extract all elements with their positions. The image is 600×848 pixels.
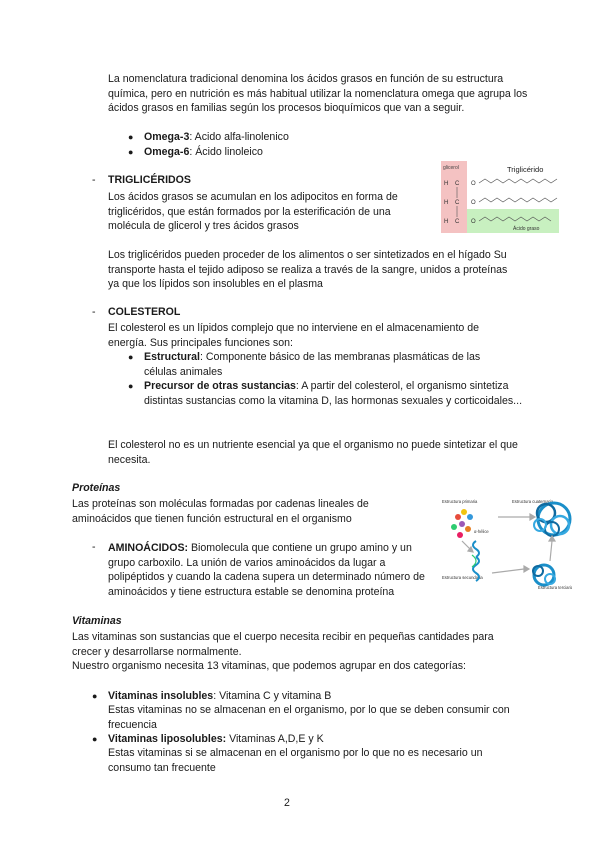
colesterol-item2-term: Precursor de otras sustancias — [144, 380, 296, 392]
vitaminas-paragraph-2: Nuestro organismo necesita 13 vitaminas, que podemos agrupar en dos categorías: — [72, 660, 466, 672]
vitaminas-paragraph-1: Las vitaminas son sustancias que el cuerpo necesita recibir en pequeñas cantidades para crecer y desarrollarse normalmente. — [72, 631, 494, 658]
bullet: ● — [128, 147, 134, 157]
colesterol-item2-text: : A partir del colesterol, el organismo sintetiza distintas sustancias como la vitamina D, las hormonas sexuales y corticoidales... — [144, 380, 523, 407]
vitaminas-item1-text: : Vitamina C y vitamina B — [213, 690, 332, 702]
bullet: ● — [92, 734, 98, 744]
omega3-item — [144, 130, 289, 145]
bullet: ● — [128, 132, 134, 142]
colesterol-item1-text: : Componente básico de las membranas plasmáticas de las células animales — [144, 351, 481, 378]
trigliceridos-paragraph-2: Los triglicéridos pueden proceder de los alimentos o ser sintetizados en el hígado Su transporte hasta el tejido adiposo se realiza a través de la sangre, unidos a proteínas ya que los lípidos son insolubles en el plasma — [108, 249, 508, 290]
amino-acid-chain — [451, 509, 473, 538]
vitaminas-item-insolubles — [108, 689, 528, 704]
glycerol-label: glicerol — [443, 165, 459, 171]
bullet: ● — [92, 691, 98, 701]
protein-structure-figure — [440, 497, 572, 599]
atom-o: O — [471, 181, 476, 187]
tertiary-structure — [533, 565, 555, 585]
label-secundaria: Estructura secundaria — [442, 575, 483, 580]
atom-h: H — [444, 219, 449, 225]
vitaminas-item2-term: Vitaminas liposolubles: — [108, 733, 227, 745]
atom-c: C — [455, 219, 460, 225]
vitaminas-item1-desc: Estas vitaminas no se almacenan en el organismo, por lo que se deben consumir con frecuencia — [108, 704, 510, 731]
omega6-text: : Ácido linoleico — [189, 146, 263, 158]
triglyceride-figure — [441, 161, 559, 233]
omega6-term: Omega-6 — [144, 146, 190, 158]
atom-c: C — [455, 200, 460, 206]
label-terciaria: Estructura terciaria — [538, 585, 572, 590]
colesterol-item-estructural — [144, 350, 514, 379]
label-cuaternaria: Estructura cuaternaria — [512, 499, 554, 504]
aminoacidos-term: AMINOÁCIDOS: — [108, 542, 189, 554]
intro-paragraph: La nomenclatura tradicional denomina los ácidos grasos en función de su estructura química, pero en nutrición es más habitual utilizar la nomenclatura omega que agrupa los ácidos grasos en familias según los procesos bioquímicos que van a seguir. — [108, 73, 528, 114]
bullet: ● — [128, 352, 134, 362]
atom-h: H — [444, 200, 449, 206]
list-dash: - — [92, 306, 96, 318]
omega3-text: : Acido alfa-linolenico — [189, 131, 289, 143]
vitaminas-item2-text: Vitaminas A,D,E y K — [226, 733, 324, 745]
colesterol-item1-term: Estructural — [144, 351, 200, 363]
vitaminas-heading: Vitaminas — [72, 615, 122, 627]
colesterol-item-precursor — [144, 379, 524, 408]
aminoacidos-text: Biomolecula que contiene un grupo amino y un grupo carboxilo. La unión de varios aminoácidos da lugar a polipéptidos y cuando la cadena supera un determinado número de aminoácidos y tiene estructura estable se denomina proteína — [108, 542, 425, 598]
label-alfa: α-hélice — [474, 529, 489, 534]
fatty-acid-chain — [479, 198, 557, 202]
colesterol-paragraph: El colesterol es un lípidos complejo que no interviene en el almacenamiento de energía. Sus principales funciones son: — [108, 322, 480, 349]
colesterol-closing: El colesterol no es un nutriente esencial ya que el organismo no puede sintetizar el que necesita. — [108, 439, 518, 466]
atom-c: C — [455, 181, 460, 187]
triglyceride-title: Triglicérido — [507, 165, 544, 174]
bullet: ● — [128, 381, 134, 391]
omega6-item — [144, 145, 263, 160]
colesterol-heading: COLESTEROL — [108, 306, 181, 318]
triglyceride-diagram — [441, 161, 559, 233]
aminoacidos-item — [108, 541, 430, 599]
omega3-term: Omega-3 — [144, 131, 190, 143]
vitaminas-item-liposolubles — [108, 732, 528, 747]
proteinas-heading: Proteínas — [72, 482, 121, 494]
atom-o: O — [471, 219, 476, 225]
protein-structure-diagram — [440, 497, 572, 599]
page-number: 2 — [284, 797, 290, 809]
vitaminas-item2-desc: Estas vitaminas si se almacenan en el organismo por lo que no es necesario un consumo tan frecuente — [108, 747, 483, 774]
fatty-acid-chain — [479, 179, 557, 183]
label-primaria: Estructura primaria — [442, 499, 478, 504]
atom-h: H — [444, 181, 449, 187]
atom-o: O — [471, 200, 476, 206]
proteinas-paragraph: Las proteínas son moléculas formadas por cadenas lineales de aminoácidos que tienen función estructural en el organismo — [72, 498, 369, 525]
list-dash: - — [92, 174, 96, 186]
list-dash: - — [92, 541, 96, 553]
trigliceridos-paragraph-1: Los ácidos grasos se acumulan en los adipocitos en forma de triglicéridos, que están formados por la esterificación de una molécula de glicerol y tres ácidos grasos — [108, 191, 398, 232]
fatty-acid-label: Ácido graso — [513, 226, 540, 232]
vitaminas-item1-term: Vitaminas insolubles — [108, 690, 214, 702]
trigliceridos-heading: TRIGLICÉRIDOS — [108, 174, 191, 186]
quaternary-structure — [534, 503, 570, 536]
